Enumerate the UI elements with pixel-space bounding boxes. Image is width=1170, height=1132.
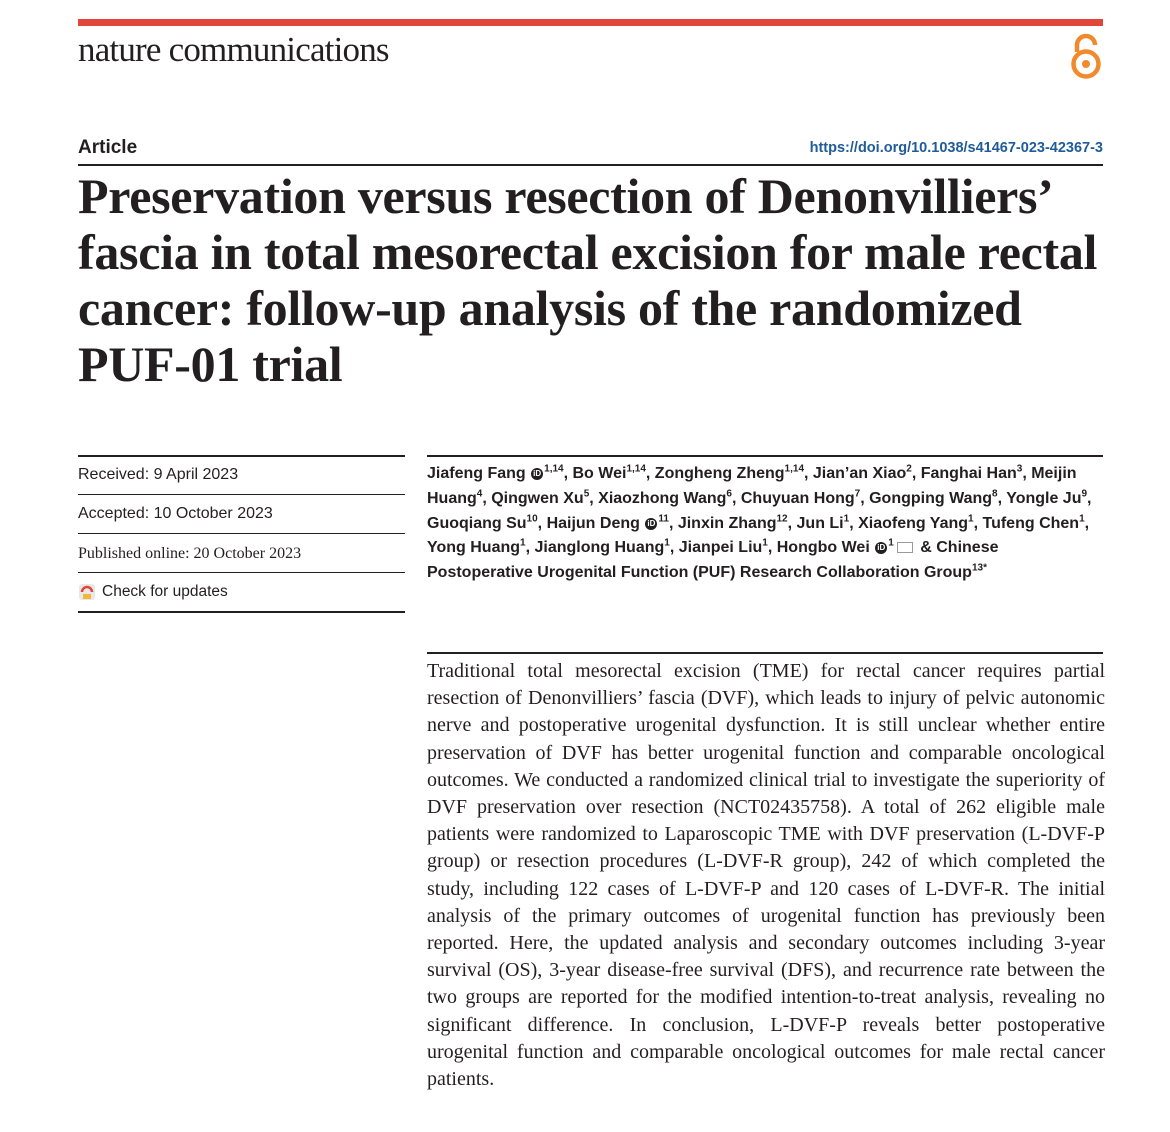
affiliation-number: 1 (762, 538, 768, 550)
abstract-rule (427, 652, 1103, 654)
author-name[interactable]: Gongping Wang$^8$ (869, 488, 998, 507)
email-icon[interactable] (897, 542, 913, 553)
author-name[interactable]: Chuyuan Hong$^7$ (740, 488, 861, 507)
author-name[interactable]: Jinxin Zhang$^{12}$ (677, 513, 788, 532)
header-rule (78, 164, 1103, 166)
author-name[interactable]: Hongbo Wei iD $^1$ (777, 539, 916, 556)
affiliation-number: 7 (854, 488, 861, 500)
accepted-date: Accepted: 10 October 2023 (78, 505, 273, 522)
affiliation-number: 11 (658, 513, 669, 525)
check-for-updates-label: Check for updates (102, 583, 228, 600)
affiliation-number: 13* (971, 562, 987, 574)
author-name[interactable]: Meijin Huang$^4$ (427, 465, 1077, 507)
affiliation-number: 1,14 (784, 463, 805, 475)
orcid-icon[interactable]: iD (877, 543, 886, 553)
open-access-icon[interactable] (1067, 32, 1107, 82)
affiliation-number: 8 (992, 488, 998, 500)
affiliation-number: 4 (476, 488, 483, 500)
affiliation-number: 10 (526, 513, 538, 525)
affiliation-number: 2 (906, 463, 912, 475)
author-name[interactable]: Zongheng Zheng$^{1,14}$ (654, 463, 805, 482)
journal-brand-bar (78, 19, 1103, 26)
received-date: Received: 9 April 2023 (78, 466, 239, 483)
author-name[interactable]: Tufeng Chen$^1$ (982, 513, 1085, 532)
affiliation-number: 9 (1081, 488, 1088, 500)
affiliation-number: 1 (664, 538, 670, 550)
author-name[interactable]: Jianpei Liu$^1$ (678, 538, 768, 557)
check-for-updates-icon (78, 583, 96, 601)
author-name[interactable]: Jun Li$^1$ (796, 513, 850, 532)
author-name[interactable]: Qingwen Xu$^5$ (491, 488, 590, 507)
affiliation-number: 1 (888, 538, 894, 550)
authors-rule (427, 455, 1103, 457)
affiliation-number: 6 (726, 488, 732, 500)
author-name[interactable]: Guoqiang Su$^{10}$ (427, 513, 538, 532)
collaboration-group[interactable]: Chinese Postoperative Urogenital Function (PUF) Research Collaboration Group (427, 539, 999, 582)
author-name[interactable]: Yong Huang$^1$ (427, 538, 526, 557)
abstract: Traditional total mesorectal excision (TME) for rectal cancer requires partial resection of Denonvilliers’ fascia (DVF), which leads to injury of pelvic autonomic nerve and postoperative urogenital dysfunction. It is still unclear whether entire preservation of DVF has better urogenital function and comparable oncological outcomes. We conducted a randomized clinical trial to investigate the superiority of DVF preservation over resection (NCT02435758). A total of 262 eligible male patients were randomized to Laparoscopic TME with DVF preservation (L-DVF-P group) or resection procedures (L-DVF-R group), 242 of which completed the study, including 122 cases of L-DVF-P and 120 cases of L-DVF-R. The initial analysis of the primary outcomes of urogenital function has previously been reported. Here, the updated analysis and secondary outcomes including 3-year survival (OS), 3-year disease-free survival (DFS), and recurrence rate between the two groups are reported for the modified intention-to-treat analysis, revealing no significant difference. In conclusion, L-DVF-P reveals better postoperative urogenital function and comparable oncological outcomes for male rectal cancer patients. (427, 660, 1105, 1091)
dates-rule (78, 494, 405, 495)
affiliation-number: 1 (520, 538, 526, 550)
author-name[interactable]: Haijun Deng iD $^{11}$ (546, 513, 669, 532)
check-for-updates-button[interactable] (78, 583, 228, 601)
author-name[interactable]: Jiafeng Fang iD $^{1,14}$ (427, 463, 564, 482)
orcid-icon[interactable]: iD (647, 518, 656, 528)
author-name[interactable]: Xiaofeng Yang$^1$ (858, 513, 974, 532)
affiliation-number: 1,14 (544, 463, 564, 475)
affiliation-number: 5 (583, 488, 590, 500)
author-name[interactable]: Jian’an Xiao$^2$ (812, 463, 912, 482)
author-list: Jiafeng Fang iD $^{1,14}$, Bo Wei$^{1,14}$, Zongheng Zheng$^{1,14}$, Jian’an Xiao$^2$, Fanghai Han$^3$, Meijin Huang$^4$, Qingwen Xu$^5$, Xiaozhong Wang$^6$, Chuyuan Hong$^7$, Gongping Wang$^8$, Yongle Ju$^9$, Guoqiang Su$^{10}$, Haijun Deng iD $^{11}$, Jinxin Zhang$^{12}$, Jun Li$^1$, Xiaofeng Yang$^1$, Tufeng Chen$^1$, Yong Huang$^1$, Jianglong Huang$^1$, Jianpei Liu$^1$, Hongbo Wei iD $^1$ & Chinese Postoperative Urogenital Function (PUF) Research Collaboration Group$^{13*}$ (427, 463, 1092, 582)
journal-name[interactable]: nature communications (78, 30, 389, 69)
affiliation-number: 1 (843, 513, 850, 525)
author-name[interactable]: Fanghai Han$^3$ (920, 463, 1023, 482)
published-date: Published online: 20 October 2023 (78, 545, 302, 562)
author-name[interactable]: Yongle Ju$^9$ (1006, 488, 1088, 507)
article-title: Preservation versus resection of Denonvilliers’ fascia in total mesorectal excision for male rectal cancer: follow-up analysis of the randomized PUF-01 trial (78, 168, 1098, 392)
article-type-label: Article (78, 137, 138, 158)
doi-link[interactable]: https://doi.org/10.1038/s41467-023-42367-3 (809, 140, 1103, 156)
dates-rule (78, 533, 405, 534)
orcid-icon[interactable]: iD (533, 469, 542, 478)
dates-rule (78, 611, 405, 613)
dates-rule (78, 455, 405, 457)
author-name[interactable]: Jianglong Huang$^1$ (534, 538, 670, 557)
affiliation-number: 1,14 (626, 463, 646, 475)
affiliation-number: 1 (968, 513, 974, 525)
author-name[interactable]: Xiaozhong Wang$^6$ (598, 488, 732, 507)
affiliation-number: 3 (1016, 463, 1023, 475)
affiliation-number: 12 (776, 513, 788, 525)
dates-rule (78, 572, 405, 573)
affiliation-number: 1 (1079, 513, 1085, 525)
author-name[interactable]: Bo Wei$^{1,14}$ (572, 463, 646, 482)
